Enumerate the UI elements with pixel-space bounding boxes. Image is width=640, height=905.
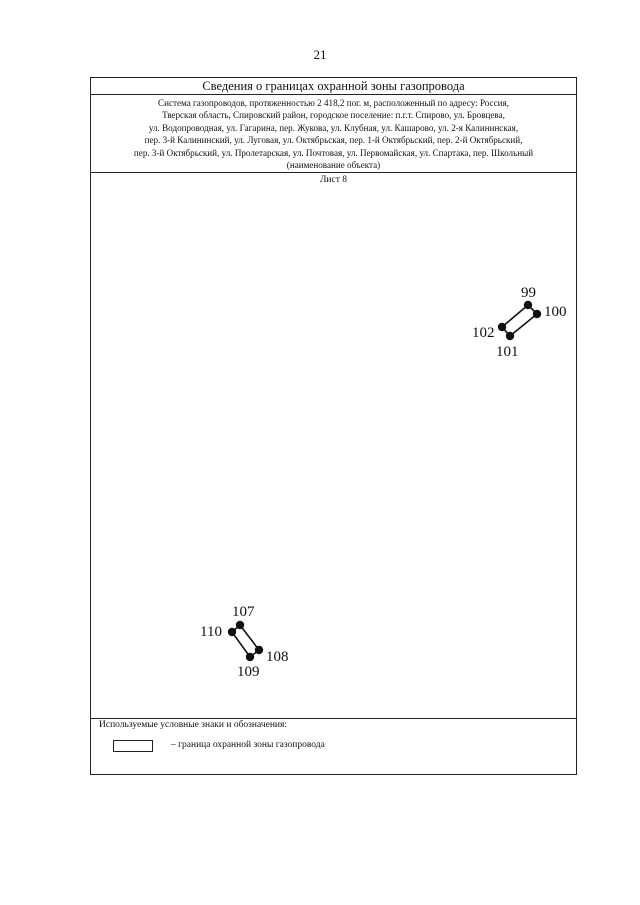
point-label: 99 [521, 285, 536, 301]
point-label: 101 [496, 344, 519, 360]
boundary-polygon-b [200, 604, 289, 680]
point-label: 100 [544, 304, 567, 320]
description-line: Тверская область, Спировский район, городское поселение: п.г.т. Спирово, ул. Бровцева, [162, 110, 505, 121]
boundary-point [246, 653, 254, 661]
boundary-point [236, 621, 244, 629]
document-title: Сведения о границах охранной зоны газопровода [91, 78, 576, 95]
description-line: пер. 3-й Калининский, ул. Луговая, ул. Октябрьская, пер. 1-й Октябрьский, пер. 2-й Октябрьский, [144, 135, 523, 146]
boundary-polygon-a [472, 285, 567, 360]
boundary-point [506, 332, 514, 340]
point-label: 107 [232, 604, 255, 620]
boundary-point [255, 646, 263, 654]
point-label: 109 [237, 664, 260, 680]
description-line: Система газопроводов, протяженностью 2 418,2 пог. м, расположенный по адресу: Россия, [158, 98, 509, 108]
point-label: 108 [266, 649, 289, 665]
description-line: ул. Водопроводная, ул. Гагарина, пер. Жукова, ул. Клубная, ул. Кашарово, ул. 2-я Калининская, [148, 122, 519, 133]
boundary-point [524, 301, 532, 309]
point-label: 110 [200, 624, 222, 640]
point-label: 102 [472, 325, 495, 341]
boundary-point [498, 323, 506, 331]
boundary-point [533, 310, 541, 318]
sheet-label: Лист 8 [319, 175, 348, 185]
legend-item-label: – граница охранной зоны газопровода [171, 740, 325, 750]
boundary-point [228, 628, 236, 636]
page-number: 21 [313, 47, 327, 62]
description-line: пер. 3-й Октябрьский, ул. Пролетарская, ул. Почтовая, ул. Первомайская, ул. Спартака, пер. Школьный [133, 147, 534, 158]
description-caption: (наименование объекта) [286, 160, 381, 171]
legend-title: Используемые условные знаки и обозначения: [99, 720, 288, 730]
